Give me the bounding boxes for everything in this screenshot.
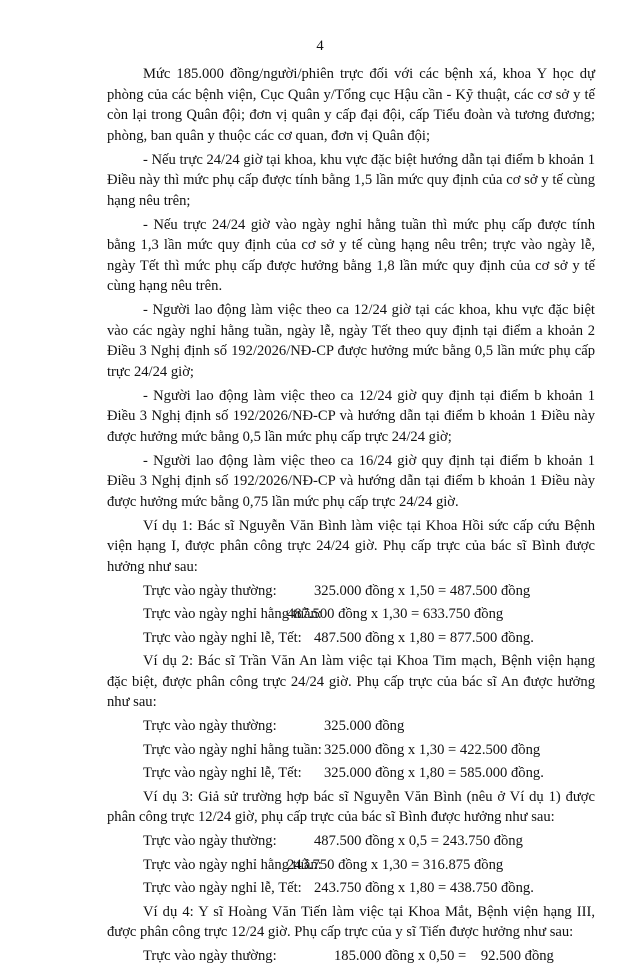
example-2-text: Ví dụ 2: Bác sĩ Trần Văn An làm việc tại Khoa Tim mạch, Bệnh viện hạng đặc biệt, được phân công trực 24/24 giờ. Phụ cấp trực của bác sĩ An được hưởng như sau:	[107, 653, 595, 710]
calc-value: 325.000 đồng x 1,50 = 487.500 đồng	[314, 582, 531, 599]
page-number: 4	[316, 38, 324, 54]
example-1-row-weekend	[107, 604, 595, 625]
calc-value: 487.500 đồng x 1,30 = 633.750 đồng	[287, 606, 504, 622]
example-3-text: Ví dụ 3: Giả sử trường hợp bác sĩ Nguyễn Văn Bình (nêu ở Ví dụ 1) được phân công trực 12/24 giờ, phụ cấp trực của bác sĩ Bình được hưởng như sau:	[107, 788, 595, 825]
calc-value: 487.500 đồng x 0,5 = 243.750 đồng	[314, 833, 523, 849]
example-4-row-weekday	[107, 946, 595, 967]
calc-label: Trực vào ngày thường:	[143, 718, 277, 734]
document-body	[107, 64, 595, 970]
calc-value: 325.000 đồng	[324, 718, 405, 734]
example-2-row-weekday	[107, 716, 595, 737]
calc-value: 185.000 đồng x 0,50 = 92.500 đồng	[334, 948, 554, 964]
calc-label: Trực vào ngày nghỉ lễ, Tết:	[143, 880, 302, 896]
example-4-text: Ví dụ 4: Y sĩ Hoàng Văn Tiến làm việc tại Khoa Mắt, Bệnh viện hạng III, được phân công trực 12/24 giờ. Phụ cấp trực của y sĩ Tiến được hưởng như sau:	[107, 903, 595, 940]
example-3-row-weekend	[107, 855, 595, 876]
calc-value: 243.750 đồng x 1,80 = 438.750 đồng.	[314, 880, 534, 896]
calc-value: 325.000 đồng x 1,80 = 585.000 đồng.	[324, 765, 544, 781]
example-3-row-holiday	[107, 878, 595, 899]
example-1-row-holiday	[107, 628, 595, 649]
calc-label: Trực vào ngày thường:	[143, 582, 277, 599]
calc-value: 487.500 đồng x 1,80 = 877.500 đồng.	[314, 629, 534, 646]
paragraph-weekend-holiday-rule: - Nếu trực 24/24 giờ vào ngày nghỉ hằng tuần thì mức phụ cấp được tính bằng 1,3 lần mức quy định của cơ sở y tế cùng hạng nêu trên; trực vào ngày lễ, ngày Tết thì mức phụ cấp được hưởng bằng 1,8 lần mức quy định của cơ sở y tế cùng hạng nêu trên.	[107, 216, 595, 294]
calc-label: Trực vào ngày nghỉ hằng tuần:	[143, 741, 322, 758]
calc-label: Trực vào ngày nghỉ hằng tuần:	[143, 856, 322, 873]
calc-label: Trực vào ngày thường:	[143, 948, 277, 964]
example-3-row-weekday	[107, 831, 595, 852]
calc-label: Trực vào ngày nghỉ lễ, Tết:	[143, 629, 302, 646]
calc-label: Trực vào ngày nghỉ hằng tuần:	[143, 606, 322, 622]
calc-label: Trực vào ngày thường:	[143, 833, 277, 849]
paragraph-special-area-rule: - Nếu trực 24/24 giờ tại khoa, khu vực đặc biệt hướng dẫn tại điểm b khoản 1 Điều này thì mức phụ cấp được tính bằng 1,5 lần mức quy định của cơ sở y tế cùng hạng nêu trên;	[107, 151, 595, 209]
calc-label: Trực vào ngày nghỉ lễ, Tết:	[143, 765, 302, 781]
example-1-row-weekday	[107, 581, 595, 602]
paragraph-shift-12-24-special: - Người lao động làm việc theo ca 12/24 giờ tại các khoa, khu vực đặc biệt vào các ngày nghỉ hằng tuần, ngày lễ, ngày Tết theo quy định tại điểm a khoản 2 Điều 3 Nghị định số 192/2026/NĐ-CP được hưởng mức bằng 0,5 lần mức phụ cấp trực 24/24 giờ;	[107, 302, 595, 380]
calc-value: 243.750 đồng x 1,30 = 316.875 đồng	[287, 856, 504, 873]
paragraph-shift-12-24: - Người lao động làm việc theo ca 12/24 giờ quy định tại điểm b khoản 1 Điều 3 Nghị định số 192/2026/NĐ-CP và hướng dẫn tại điểm b khoản 1 Điều này được hưởng mức bằng 0,5 lần mức phụ cấp trực 24/24 giờ;	[107, 387, 595, 445]
example-2-row-holiday	[107, 763, 595, 784]
paragraph-rate-185000: Mức 185.000 đồng/người/phiên trực đối với các bệnh xá, khoa Y học dự phòng của các bệnh viện, Cục Quân y/Tổng cục Hậu cần - Kỹ thuật, các cơ sở y tế còn lại trong Quân đội; đơn vị quân y cấp đại đội, cấp Tiểu đoàn và tương đương; phòng, ban quân y thuộc các cơ quan, đơn vị Quân đội;	[107, 66, 595, 144]
example-1-text: Ví dụ 1: Bác sĩ Nguyễn Văn Bình làm việc tại Khoa Hồi sức cấp cứu Bệnh viện hạng I, được phân công trực 24/24 giờ. Phụ cấp trực của bác sĩ Bình được hưởng như sau:	[107, 517, 595, 575]
calc-value: 325.000 đồng x 1,30 = 422.500 đồng	[324, 741, 541, 758]
paragraph-shift-16-24: - Người lao động làm việc theo ca 16/24 giờ quy định tại điểm b khoản 1 Điều 3 Nghị định số 192/2026/NĐ-CP và hướng dẫn tại điểm b khoản 1 Điều này được hưởng mức bằng 0,75 lần mức phụ cấp trực 24/24 giờ.	[107, 452, 595, 510]
example-2-row-weekend	[107, 740, 595, 761]
